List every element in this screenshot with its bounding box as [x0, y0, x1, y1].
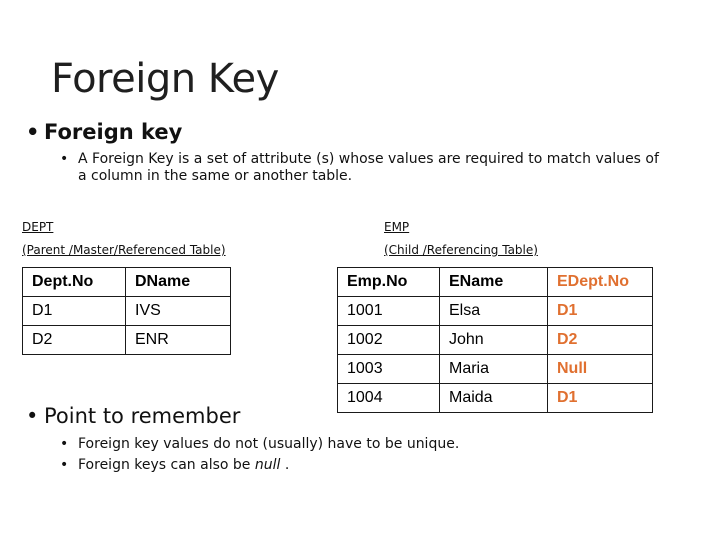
note-item	[60, 455, 459, 476]
table-cell: 1004	[338, 384, 440, 413]
bullet-dot: •	[26, 404, 39, 428]
note-item	[60, 434, 459, 455]
note-text-prefix: Foreign keys can also be	[78, 457, 251, 473]
table-cell: Maida	[440, 384, 548, 413]
dept-table-name: DEPT	[22, 220, 54, 234]
table-cell: 1003	[338, 355, 440, 384]
point-to-remember-bullet	[26, 404, 240, 428]
table-cell: John	[440, 326, 548, 355]
note-text-suffix: .	[284, 457, 290, 473]
table-cell: 1001	[338, 297, 440, 326]
notes-list	[60, 434, 459, 476]
table-cell: D1	[23, 297, 126, 326]
slide-title: Foreign Key	[51, 56, 279, 102]
table-cell: ENR	[126, 326, 231, 355]
point-heading: Point to remember	[44, 404, 241, 428]
emp-table-role: (Child /Referencing Table)	[384, 243, 538, 257]
bullet-dot: •	[60, 457, 69, 473]
main-bullet	[26, 120, 182, 144]
table-header-row	[23, 268, 231, 297]
foreign-key-column-header: EDept.No	[548, 268, 653, 297]
table-cell: Maria	[440, 355, 548, 384]
column-header: EName	[440, 268, 548, 297]
foreign-key-cell: D1	[548, 297, 653, 326]
emp-table	[337, 267, 653, 413]
table-row	[338, 355, 653, 384]
foreign-key-cell: D2	[548, 326, 653, 355]
note-text: Foreign key values do not (usually) have to be unique.	[78, 436, 460, 452]
table-cell: Elsa	[440, 297, 548, 326]
table-row	[23, 297, 231, 326]
foreign-key-cell: Null	[548, 355, 653, 384]
foreign-key-cell: D1	[548, 384, 653, 413]
bullet-dot: •	[60, 151, 69, 167]
definition-text: A Foreign Key is a set of attribute (s) whose values are required to match values of a column in the same or another table.	[78, 151, 659, 184]
table-header-row	[338, 268, 653, 297]
column-header: Dept.No	[23, 268, 126, 297]
emp-table-name: EMP	[384, 220, 410, 234]
column-header: DName	[126, 268, 231, 297]
main-bullet-text: Foreign key	[44, 120, 183, 144]
table-row	[338, 384, 653, 413]
dept-table-role: (Parent /Master/Referenced Table)	[22, 243, 226, 257]
note-text-italic: null	[254, 457, 281, 473]
table-cell: IVS	[126, 297, 231, 326]
dept-table	[22, 267, 231, 355]
table-cell: D2	[23, 326, 126, 355]
table-row	[23, 326, 231, 355]
table-cell: 1002	[338, 326, 440, 355]
table-row	[338, 297, 653, 326]
definition-bullet	[60, 151, 670, 185]
column-header: Emp.No	[338, 268, 440, 297]
table-row	[338, 326, 653, 355]
bullet-dot: •	[26, 120, 40, 144]
bullet-dot: •	[60, 436, 69, 452]
